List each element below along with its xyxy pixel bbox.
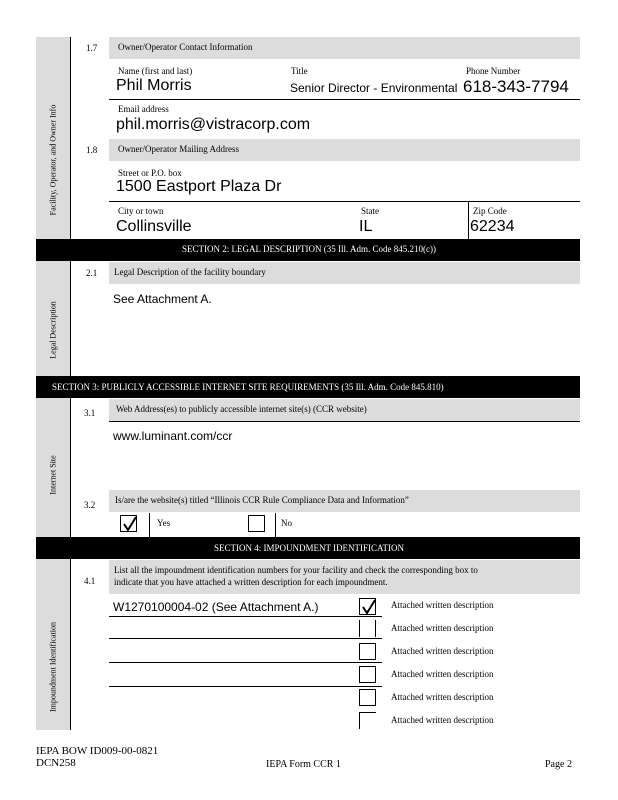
- footer-form-id: IEPA BOW ID009-00-0821: [36, 745, 159, 757]
- state-label: State: [361, 206, 379, 216]
- item-4-1-instruction-line2: indicate that you have attached a written description for each impoundment.: [114, 577, 388, 587]
- impoundment-row-4-checkbox[interactable]: [359, 666, 376, 683]
- title-label: Title: [291, 66, 308, 76]
- item-4-1-number: 4.1: [84, 576, 96, 586]
- state-value: IL: [359, 218, 373, 235]
- street-label: Street or P.O. box: [118, 168, 182, 178]
- impoundment-row-5-checkbox[interactable]: [359, 689, 376, 706]
- checkmark-icon: [122, 516, 138, 532]
- attached-label-row-3: Attached written description: [391, 646, 494, 656]
- phone-label: Phone Number: [466, 66, 521, 76]
- item-1-7-title: Owner/Operator Contact Information: [118, 42, 253, 52]
- impoundment-row-3-checkbox[interactable]: [359, 643, 376, 660]
- impoundment-row-1-checkbox[interactable]: [359, 598, 376, 615]
- section-4-header: SECTION 4: IMPOUNDMENT IDENTIFICATION: [213, 543, 405, 553]
- footer-page-number: Page 2: [545, 759, 572, 770]
- attached-label-row-2: Attached written description: [391, 623, 494, 633]
- street-value: 1500 Eastport Plaza Dr: [116, 178, 282, 195]
- item-1-7-number: 1.7: [86, 43, 98, 53]
- name-label: Name (first and last): [118, 66, 193, 76]
- item-2-1-title: Legal Description of the facility boundary: [114, 267, 266, 277]
- name-value: Phil Morris: [116, 77, 192, 94]
- section-2-side-label: Legal Description: [48, 301, 58, 359]
- website-title-yes-checkbox[interactable]: [120, 515, 137, 532]
- zip-value: 62234: [470, 218, 515, 235]
- attached-label-row-4: Attached written description: [391, 669, 494, 679]
- section-2-header: SECTION 2: LEGAL DESCRIPTION (35 Ill. Adm. Code 845.210(c)): [182, 244, 436, 254]
- section-1-side-label: Facility, Operator, and Owner Info: [48, 104, 58, 216]
- impoundment-row-2-checkbox[interactable]: [359, 620, 376, 637]
- email-value: phil.morris@vistracorp.com: [116, 116, 311, 133]
- email-label: Email address: [118, 104, 169, 114]
- impoundment-id-row-1: W1270100004-02 (See Attachment A.): [113, 600, 319, 614]
- no-label: No: [281, 518, 292, 528]
- phone-value: 618-343-7794: [463, 77, 569, 96]
- impoundment-row-6-checkbox[interactable]: [359, 712, 376, 729]
- checkmark-icon: [361, 599, 377, 615]
- attached-label-row-1: Attached written description: [391, 600, 494, 610]
- item-1-8-title: Owner/Operator Mailing Address: [118, 144, 239, 154]
- city-label: City or town: [118, 206, 164, 216]
- item-3-1-number: 3.1: [84, 408, 96, 418]
- item-3-2-title: Is/are the website(s) titled “Illinois CCR Rule Compliance Data and Information”: [115, 495, 409, 505]
- item-3-1-title: Web Address(es) to publicly accessible internet site(s) (CCR website): [116, 404, 367, 414]
- title-value: Senior Director - Environmental: [290, 81, 458, 95]
- attached-label-row-6: Attached written description: [391, 715, 494, 725]
- attached-label-row-5: Attached written description: [391, 692, 494, 702]
- yes-label: Yes: [157, 518, 171, 528]
- website-title-no-checkbox[interactable]: [248, 515, 265, 532]
- section-3-header: SECTION 3: PUBLICLY ACCESSIBLE INTERNET SITE REQUIREMENTS (35 Ill. Adm. Code 845.810): [52, 382, 444, 392]
- footer-dcn: DCN258: [36, 757, 76, 769]
- item-3-2-number: 3.2: [84, 500, 96, 510]
- zip-label: Zip Code: [473, 206, 507, 216]
- item-4-1-instruction-line1: List all the impoundment identification numbers for your facility and check the corresponding box to: [114, 565, 478, 575]
- city-value: Collinsville: [116, 218, 192, 235]
- legal-description-value: See Attachment A.: [113, 292, 212, 306]
- footer-form-name: IEPA Form CCR 1: [266, 759, 341, 770]
- item-1-8-number: 1.8: [86, 145, 98, 155]
- ccr-website-value: www.luminant.com/ccr: [113, 429, 233, 443]
- section-4-side-label: Impoundment Identification: [48, 622, 58, 712]
- item-2-1-number: 2.1: [86, 268, 98, 278]
- section-3-side-label: Internet Site: [48, 455, 58, 495]
